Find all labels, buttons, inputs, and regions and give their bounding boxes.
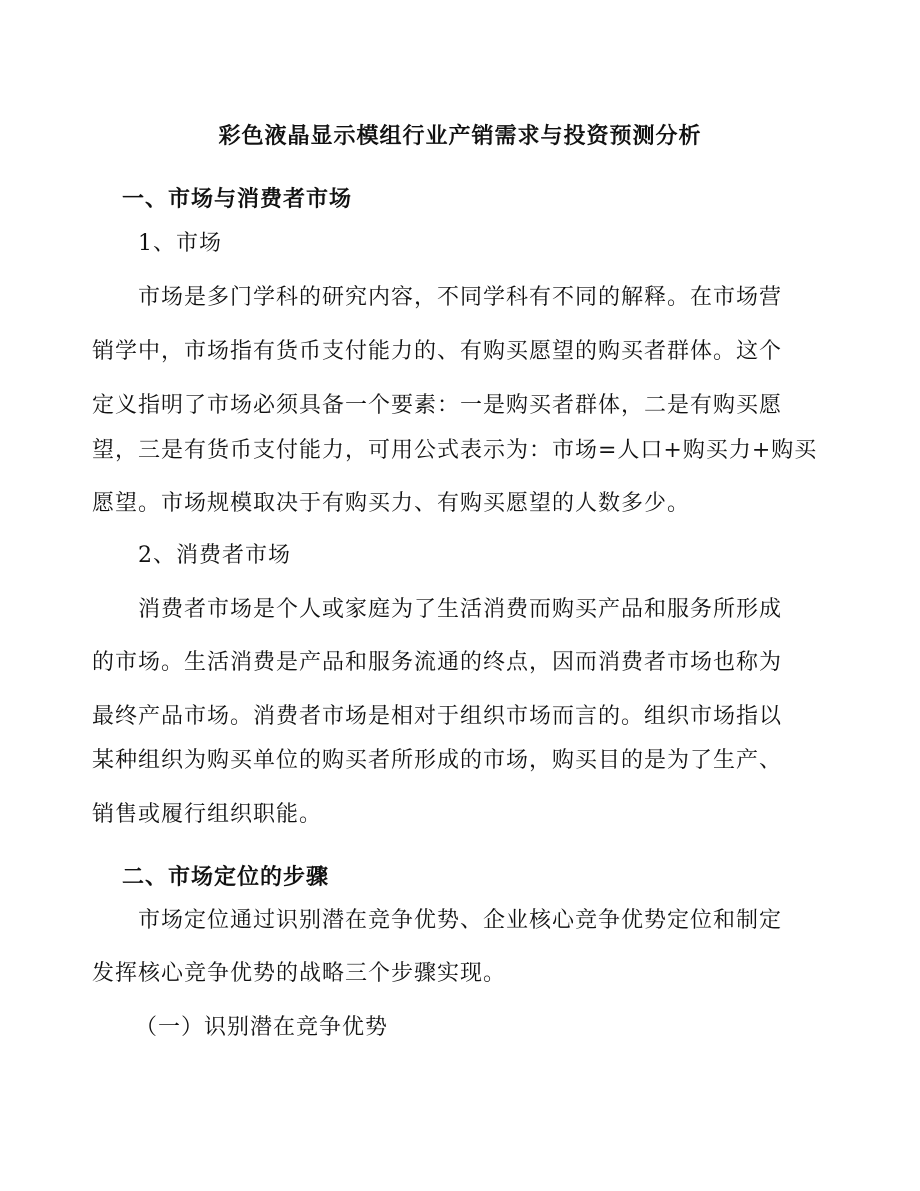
paragraph-line: 某种组织为购买单位的购买者所形成的市场，购买目的是为了生产、 [92, 748, 783, 773]
paragraph-line: 定义指明了市场必须具备一个要素：一是购买者群体，二是有购买愿 [92, 393, 783, 418]
section-2-heading: 二、市场定位的步骤 [122, 864, 330, 890]
paragraph-line: 销售或履行组织职能。 [92, 802, 323, 827]
paragraph-line: 愿望。市场规模取决于有购买力、有购买愿望的人数多少。 [92, 491, 691, 516]
subsection-heading: （一）识别潜在竞争优势 [135, 1015, 389, 1040]
paragraph-line: 发挥核心竞争优势的战略三个步骤实现。 [92, 961, 507, 986]
paragraph-line: 市场是多门学科的研究内容，不同学科有不同的解释。在市场营 [138, 285, 783, 310]
paragraph-line: 市场定位通过识别潜在竞争优势、企业核心竞争优势定位和制定 [138, 908, 783, 933]
paragraph-line: 销学中，市场指有货币支付能力的、有购买愿望的购买者群体。这个 [92, 339, 783, 364]
paragraph-line: 最终产品市场。消费者市场是相对于组织市场而言的。组织市场指以 [92, 704, 783, 729]
paragraph-line: 的市场。生活消费是产品和服务流通的终点，因而消费者市场也称为 [92, 650, 783, 675]
paragraph-line: 消费者市场是个人或家庭为了生活消费而购买产品和服务所形成 [138, 597, 783, 622]
subsection-2-heading: 2、消费者市场 [138, 543, 291, 568]
paragraph-line: 望，三是有货币支付能力，可用公式表示为：市场=人口+购买力+购买 [92, 438, 818, 463]
subsection-1-heading: 1、市场 [138, 231, 222, 256]
section-1-heading: 一、市场与消费者市场 [122, 186, 353, 212]
document-title: 彩色液晶显示模组行业产销需求与投资预测分析 [218, 123, 702, 149]
